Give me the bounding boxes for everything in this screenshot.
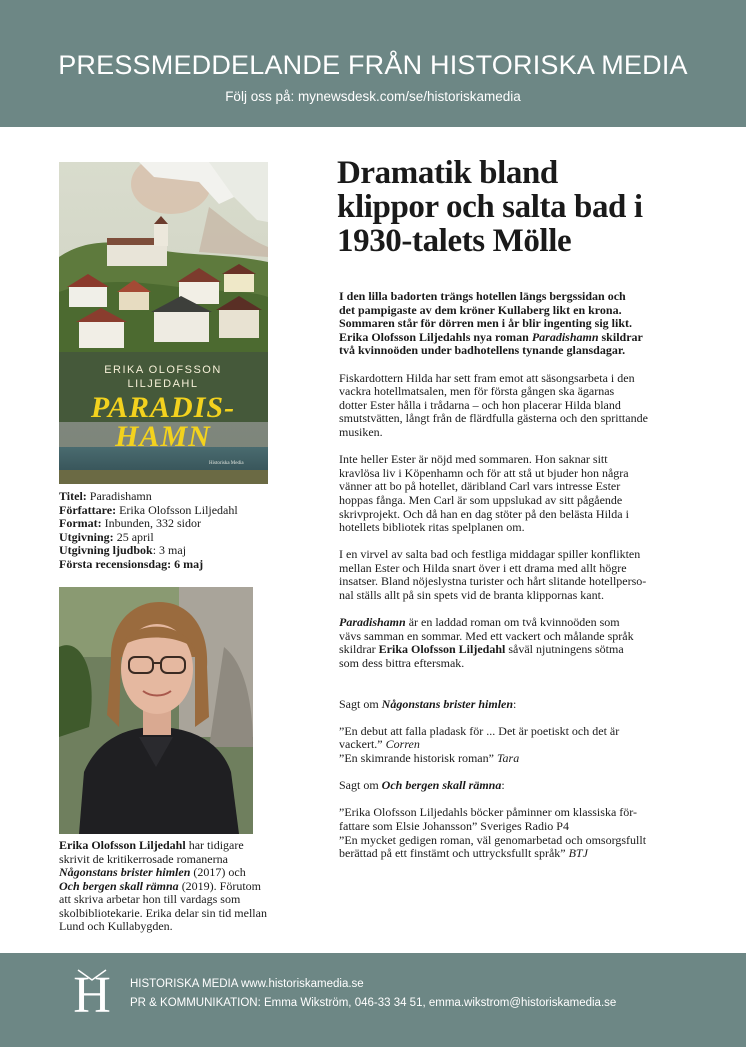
intro-book-title: Paradishamn [531,329,599,344]
cover-title-line2: HAMN [115,420,211,453]
fact-title-value: Paradishamn [86,489,152,503]
paragraph-line: I en virvel av salta bad och festliga middagar spiller konflikten [339,547,641,562]
paragraph-4 [339,616,679,670]
cover-author-line2: LILJEDAHL [127,378,199,390]
fact-format-label: Format: [59,516,102,530]
intro-line: skildrar [598,329,643,344]
footer-contact-label: PR & KOMMUNIKATION: [130,997,261,1009]
review-quote: vackert.” [339,737,386,752]
fact-title-label: Titel: [59,489,87,503]
paragraph-line: nal ställs allt på sin spets vid de branta klippornas kant. [339,588,604,603]
author-portrait [59,587,253,834]
paragraph-line: såväl njutningens sötma [505,642,624,657]
bio-text-1: har tidigare [185,838,244,852]
headline-line-1: Dramatik bland [337,155,558,191]
cover-title-line1: PARADIS- [90,391,236,424]
paragraph-3 [339,548,679,602]
intro-paragraph [339,290,679,358]
page-title: PRESSMEDDELANDE FRÅN HISTORISKA MEDIA [58,50,688,80]
article-body [339,290,679,861]
paragraph-line: dotter Ester hålla i trådarna – och hon placerar Hilda bland [339,397,621,412]
bio-text-3: (2017) och [190,865,246,879]
bio-text-2: skrivit de kritikerrosade romanerna [59,851,228,866]
fact-author-value: Erika Olofsson Liljedahl [116,502,238,517]
reviews-quotes-2 [339,806,679,860]
paragraph-line: hotellets bibliotek ritas spelplanen om. [339,520,525,535]
review-source: Tara [496,751,520,765]
bio-text-4: (2019). Förutom [178,878,262,893]
intro-line: I den lilla badorten trängs hotellen längs bergssidan och [339,289,626,303]
paragraph-line: kravlösa liv i Köpenhamn och för att stå ut bjuder hon några [339,465,629,480]
paragraph-line: vackra hotellmatsalen, men för första gången ska ägarnas [339,384,615,399]
headline-line-3: 1930-talets Mölle [337,223,572,259]
fact-release-label: Utgivning: [59,529,114,544]
fact-format-value: Inbunden, 332 sidor [101,516,201,530]
paragraph-line: skrivprojekt. Och då han en dag stöter på den belästa Hilda i [339,506,629,521]
bio-text-5: att skriva arbetar hon till vardags som [59,892,241,906]
intro-line: Sommaren står för dörren men i år blir ingenting sig likt. [339,316,633,331]
historiska-media-logo [70,966,114,1018]
reviews-book-1: Någonstans brister himlen [381,696,514,711]
bio-book-1: Någonstans brister himlen [59,865,191,879]
book-facts [59,490,289,571]
headline-line-2: klippor och salta bad i [337,189,643,225]
fact-audio-value: : 3 maj [152,543,187,557]
reviews-heading-1 [339,698,679,712]
cover-author-line1: ERIKA OLOFSSON [104,364,222,376]
paragraph-line: musiken. [339,424,383,439]
paragraph-2 [339,453,679,535]
footer-website-link[interactable]: www.historiskamedia.se [237,978,364,990]
review-quote: ”Erika Olofsson Liljedahls böcker påminner om klassiska för- [339,805,638,820]
reviews-heading-2 [339,779,679,793]
header-band [0,0,746,127]
reviews-intro: Sagt om [339,696,382,711]
reviews-intro: Sagt om [339,778,382,793]
intro-line: det pampigaste av dem kröner Kullaberg likt en krona. [339,302,622,317]
fact-release-value: 25 april [113,529,154,544]
review-source: Corren [385,737,420,752]
review-quote: ”En debut att falla pladask för ... Det är poetiskt och det är [339,723,620,738]
paragraph-line: smutstvätten, långt från de flärdfulla gästerna och den sprittande [339,411,648,426]
fact-review-date: Första recensionsdag: 6 maj [59,556,204,571]
reviews-quotes-1 [339,725,679,766]
footer-line-2 [130,997,616,1009]
paragraph-line: Inte heller Ester är nöjd med sommaren. Hon saknar sitt [339,452,608,467]
author-bio [59,839,289,934]
review-quote: ”En mycket gedigen roman, väl genomarbetad och omsorgsfullt [339,832,647,847]
cover-publisher: Historiska Media [209,461,244,466]
reviews-book-2: Och bergen skall rämna [381,778,502,793]
fact-author-label: Författare: [59,502,117,517]
reviews-colon: : [513,696,517,711]
bio-text-6: skolbibliotekarie. Erika delar sin tid mellan [59,905,267,920]
p4-author-name: Erika Olofsson Liljedahl [378,642,506,657]
reviews-colon: : [501,778,505,793]
intro-line: två kvinnoöden under badhotellens tynande glansdagar. [339,343,626,358]
review-quote: berättad på ett finstämt och uttrycksfullt språk” [339,846,569,861]
paragraph-1 [339,372,679,440]
paragraph-line: hoppas fånga. Men Carl är som uppslukad av sitt pågående [339,492,623,507]
logo-letter: H [73,967,111,1018]
book-cover-image [59,162,268,484]
footer-contact-value[interactable]: Emma Wikström, 046-33 34 51, emma.wikstrom@historiskamedia.se [260,997,617,1009]
footer-line-1 [130,978,364,990]
paragraph-line: vänner att bo på hotellet, däribland Carl vars intresse Ester [339,479,621,494]
paragraph-line: Fiskardottern Hilda har sett fram emot att säsongsarbeta i den [339,370,635,385]
paragraph-line: insatser. Bland nöjeslystna turister och hårt slitande hotellperso- [339,574,647,589]
fact-audio-label: Utgivning ljudbok [59,543,153,557]
paragraph-line: mellan Ester och Hilda snart över i ett drama med allt högre [339,560,627,575]
headline [337,156,717,258]
paragraph-line: vävs samman en sommar. Med ett vackert och målande språk [339,628,634,643]
paragraph-line: som dess bittra eftersmak. [339,656,465,671]
bio-name: Erika Olofsson Liljedahl [59,838,186,852]
footer-brand: HISTORISKA MEDIA [130,978,238,990]
paragraph-line: är en laddad roman om två kvinnoöden som [405,615,620,630]
paragraph-line: skildrar [339,642,379,657]
bio-text-7: Lund och Kullabygden. [59,919,173,933]
review-quote: ”En skimrande historisk roman” [339,751,497,765]
follow-link[interactable]: Följ oss på: mynewsdesk.com/se/historiskamedia [225,89,521,104]
p4-book-title: Paradishamn [339,615,406,630]
review-source: BTJ [568,846,588,861]
intro-line: Erika Olofsson Liljedahls nya roman [339,329,532,344]
review-quote: fattare som Elsie Johansson” Sveriges Radio P4 [339,818,569,833]
bio-book-2: Och bergen skall rämna [59,878,179,893]
